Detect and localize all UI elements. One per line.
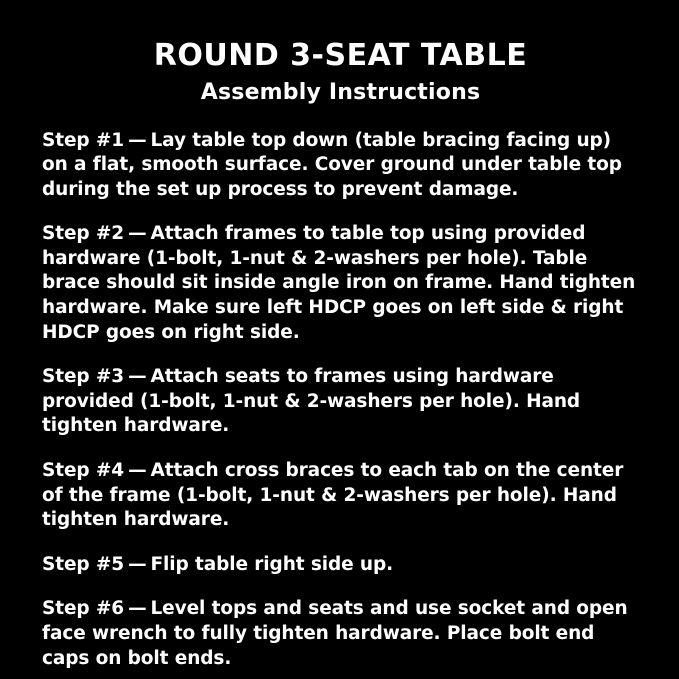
step-item [42, 365, 639, 439]
step-dash: — [128, 366, 147, 388]
step-dash: — [128, 129, 147, 151]
step-label: Step #3 [42, 366, 125, 388]
step-text: Lay table top down (table bracing facing up) on a flat, smooth surface. Cover ground under table top during the set up process to prevent damage. [42, 129, 622, 200]
step-dash: — [128, 460, 147, 482]
step-item [42, 129, 639, 203]
step-text: Attach frames to table top using provided hardware (1-bolt, 1-nut & 2-washers per hole). Table brace should sit inside angle iron on frame. Hand tighten hardware. Make sure left HDCP goes on left side & right HDCP goes on right side. [42, 223, 636, 343]
page-title: ROUND 3-SEAT TABLE [153, 38, 528, 73]
step-text: Attach seats to frames using hardware provided (1-bolt, 1-nut & 2-washers per hole). Hand tighten hardware. [42, 366, 581, 437]
step-label: Step #2 [42, 223, 125, 245]
step-dash: — [128, 598, 147, 620]
step-text: Level tops and seats and use socket and open face wrench to fully tighten hardware. Place bolt end caps on bolt ends. [42, 598, 628, 669]
step-item [42, 459, 639, 533]
step-item [42, 222, 639, 345]
step-label: Step #4 [42, 460, 125, 482]
step-dash: — [128, 223, 147, 245]
step-item [42, 597, 639, 671]
step-text: Attach cross braces to each tab on the center of the frame (1-bolt, 1-nut & 2-washers per hole). Hand tighten hardware. [42, 460, 624, 531]
step-item [42, 553, 639, 578]
page-subtitle: Assembly Instructions [200, 79, 481, 105]
steps-list [42, 129, 639, 672]
step-label: Step #6 [42, 598, 125, 620]
step-label: Step #5 [42, 553, 125, 575]
step-label: Step #1 [42, 129, 125, 151]
step-dash: — [128, 553, 147, 575]
step-text: Flip table right side up. [150, 553, 394, 575]
